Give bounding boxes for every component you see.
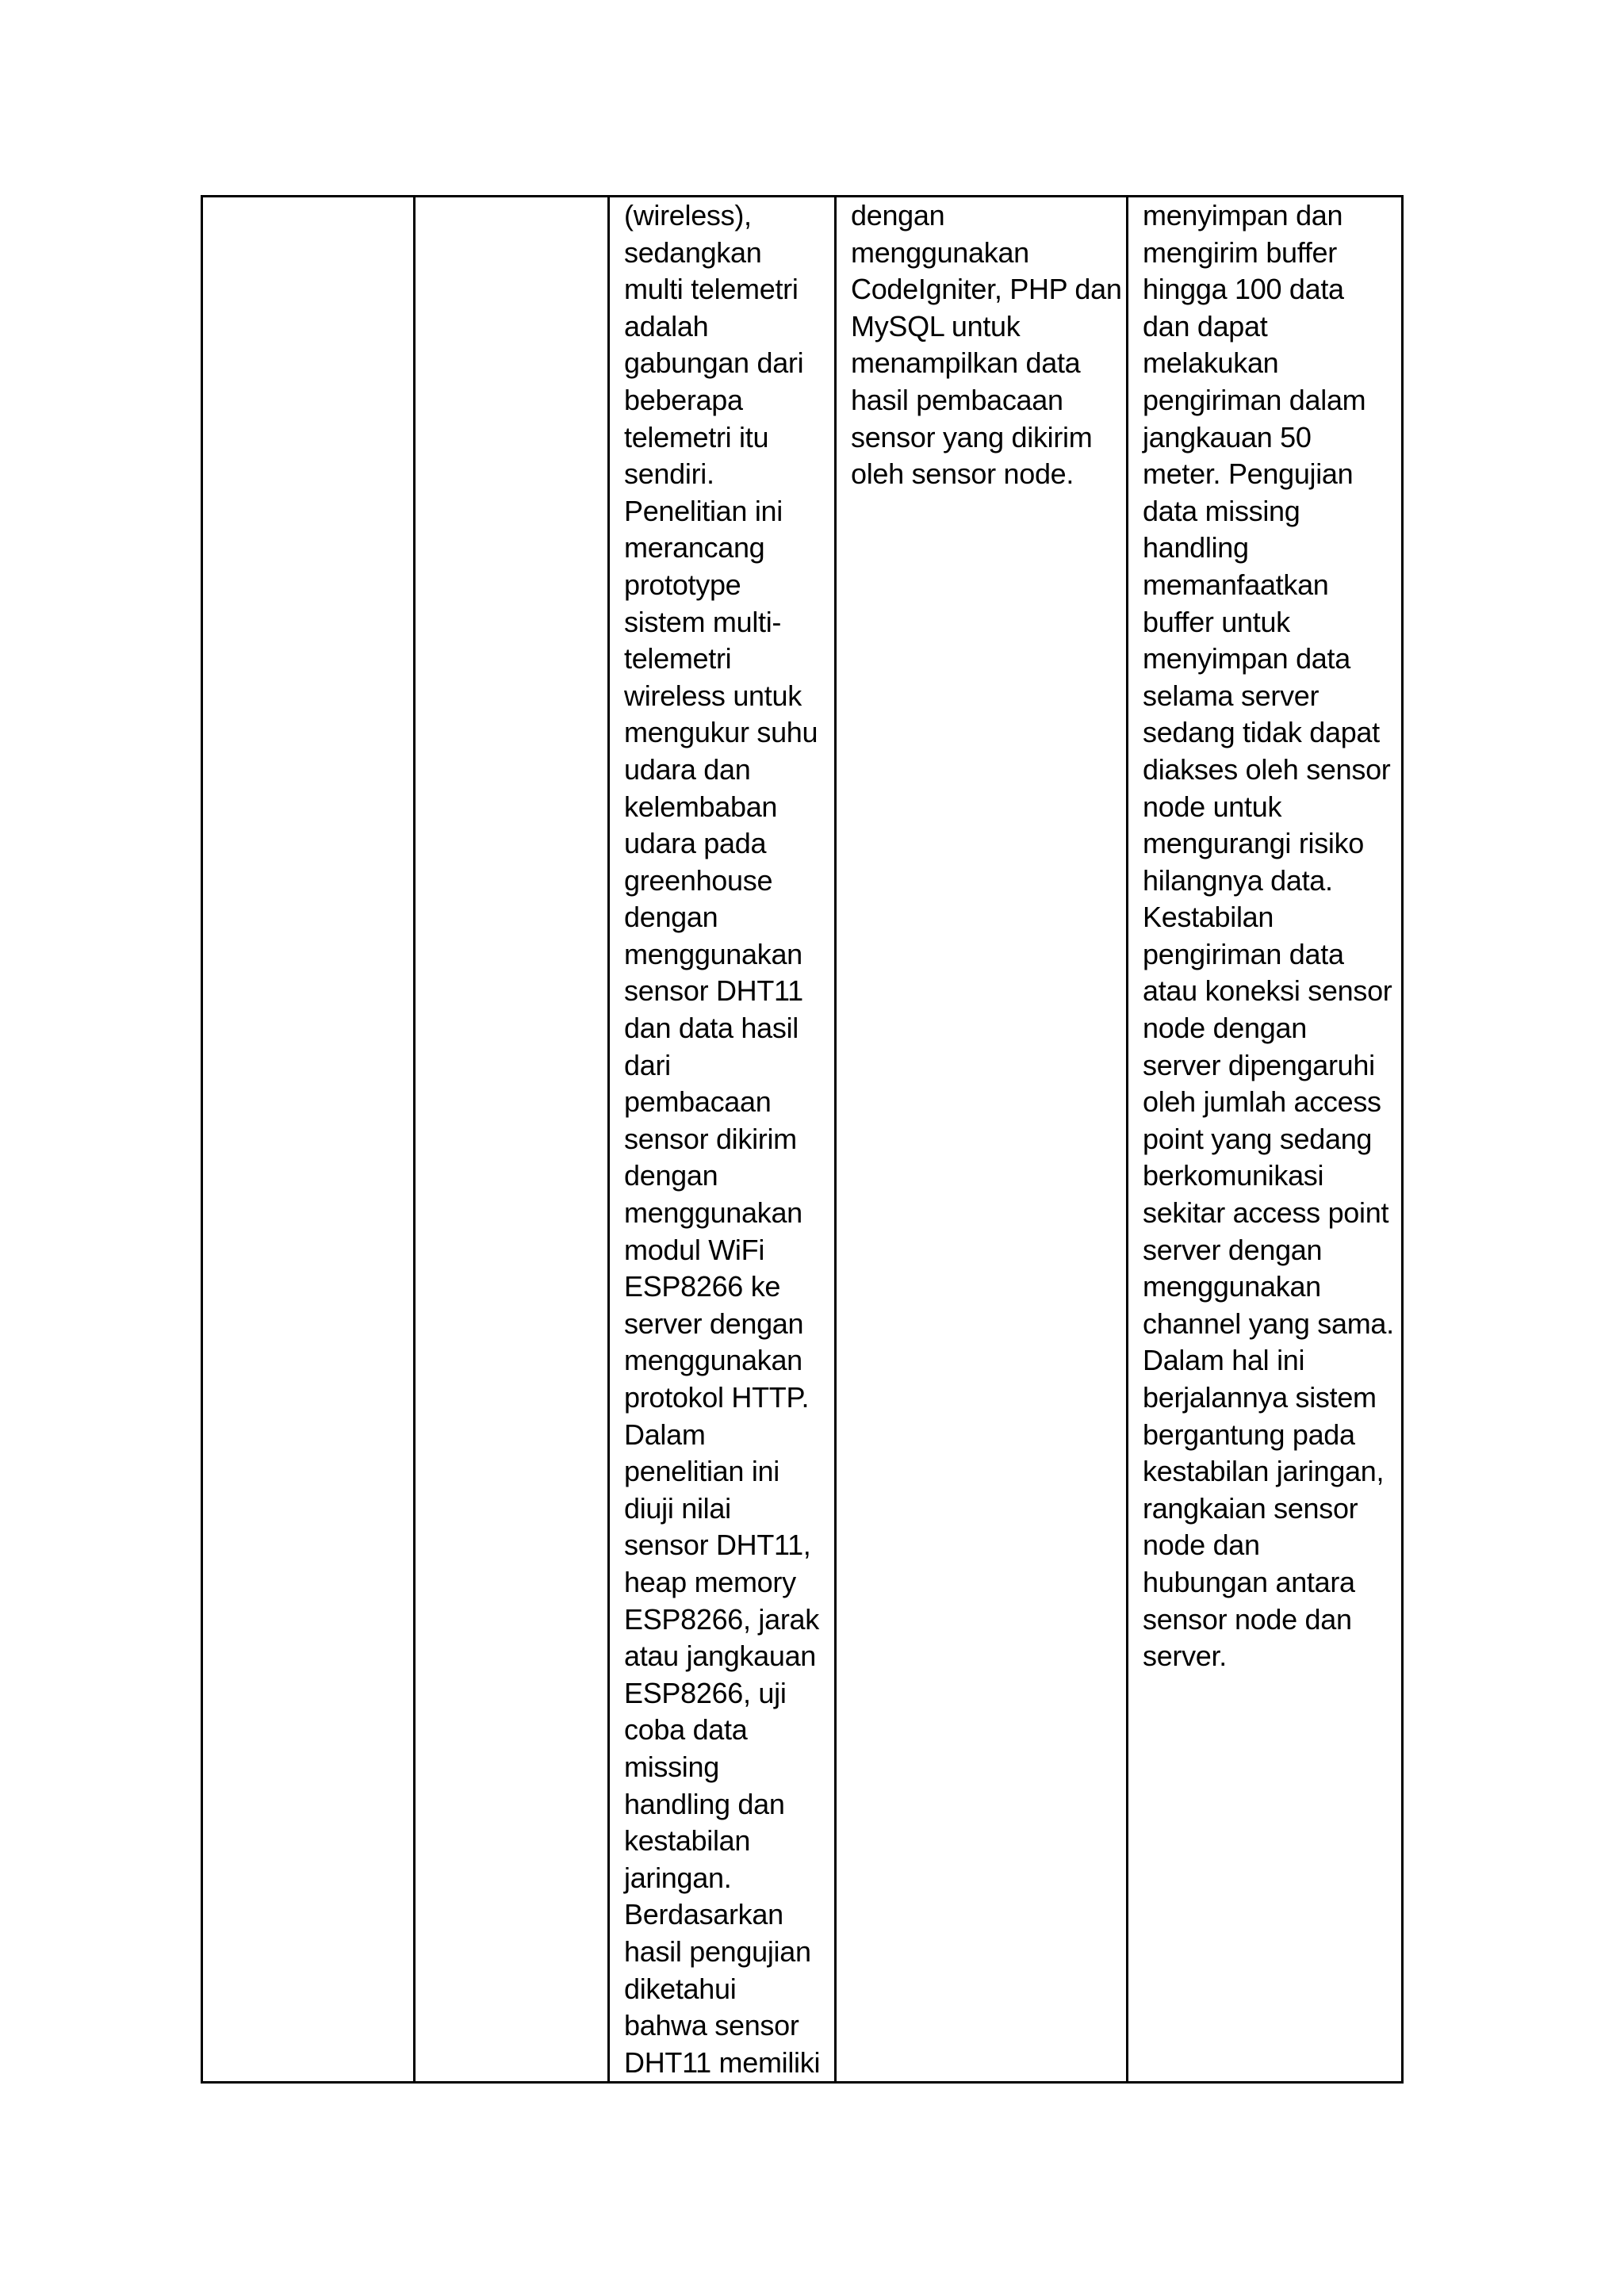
cell-line: greenhouse (624, 863, 773, 897)
cell-line: sistem multi- (624, 605, 782, 638)
cell-line: dan dapat (1143, 309, 1268, 342)
cell-line: hasil pembacaan (851, 383, 1063, 416)
cell-line: ESP8266, uji (624, 1676, 787, 1709)
cell-line: heap memory (624, 1565, 796, 1598)
cell-line: node dengan (1143, 1012, 1307, 1045)
literature-review-table (201, 195, 1404, 2084)
cell-text-col3 (610, 197, 834, 2081)
cell-line: telemetri itu (624, 420, 769, 453)
cell-line: data missing (1143, 494, 1300, 527)
cell-line: oleh sensor node. (851, 457, 1074, 491)
cell-line: handling (1143, 531, 1249, 564)
cell-line: Berdasarkan (624, 1898, 783, 1931)
cell-line: berkomunikasi (1143, 1159, 1324, 1192)
cell-line: channel yang sama. (1143, 1307, 1394, 1340)
cell-line: Penelitian ini (624, 494, 783, 527)
cell-line: bergantung pada (1143, 1418, 1355, 1451)
table-cell-col1 (202, 197, 415, 2083)
cell-line: dengan (851, 199, 945, 232)
cell-line: berjalannya sistem (1143, 1381, 1377, 1414)
cell-line: menggunakan (624, 937, 802, 970)
cell-line: sedangkan (624, 235, 762, 269)
cell-text-col5 (1128, 197, 1401, 1675)
table-cell-col2 (415, 197, 609, 2083)
cell-line: sekitar access point (1143, 1196, 1389, 1230)
cell-line: multi telemetri (624, 273, 799, 306)
cell-line: rangkaian sensor (1143, 1491, 1358, 1525)
cell-line: sensor dikirim (624, 1122, 797, 1155)
cell-line: merancang (624, 531, 765, 564)
cell-line: menampilkan data (851, 346, 1081, 380)
table-cell-col4 (836, 197, 1128, 2083)
cell-line: modul WiFi (624, 1233, 765, 1266)
cell-line: server. (1143, 1640, 1227, 1673)
cell-line: atau jangkauan (624, 1640, 817, 1673)
cell-line: menyimpan dan (1143, 199, 1343, 232)
cell-line: pembacaan (624, 1085, 772, 1119)
cell-line: kelembaban (624, 790, 778, 823)
cell-line: atau koneksi sensor (1143, 974, 1392, 1008)
cell-line: dengan (624, 1159, 718, 1192)
cell-line: DHT11 memiliki (624, 2045, 821, 2079)
cell-line: server dengan (624, 1307, 804, 1340)
cell-line: penelitian ini (624, 1455, 779, 1488)
cell-line: sensor DHT11 (624, 974, 803, 1008)
cell-line: handling dan (624, 1787, 785, 1820)
cell-line: telemetri (624, 642, 732, 675)
cell-line: kestabilan jaringan, (1143, 1455, 1385, 1488)
cell-line: adalah (624, 309, 709, 342)
cell-line: (wireless), (624, 199, 752, 232)
cell-line: sensor node dan (1143, 1602, 1352, 1636)
cell-line: kestabilan (624, 1824, 751, 1858)
cell-line: jaringan. (624, 1861, 732, 1894)
cell-line: udara pada (624, 827, 767, 860)
cell-line: ESP8266, jarak (624, 1602, 819, 1636)
cell-line: hilangnya data. (1143, 863, 1333, 897)
cell-line: menyimpan data (1143, 642, 1350, 675)
cell-line: selama server (1143, 679, 1320, 712)
cell-line: menggunakan (851, 235, 1029, 269)
cell-line: beberapa (624, 383, 743, 416)
cell-line: coba data (624, 1713, 748, 1747)
cell-line: menggunakan (624, 1196, 802, 1230)
cell-line: hingga 100 data (1143, 273, 1344, 306)
cell-line: ESP8266 ke (624, 1270, 781, 1303)
table-cell-col5 (1128, 197, 1403, 2083)
cell-line: memanfaatkan (1143, 568, 1329, 601)
cell-line: udara dan (624, 752, 751, 786)
cell-line: mengirim buffer (1143, 235, 1337, 269)
cell-line: menggunakan (624, 1344, 802, 1377)
cell-line: Dalam hal ini (1143, 1344, 1305, 1377)
cell-line: pengiriman data (1143, 937, 1344, 970)
cell-line: Dalam (624, 1418, 706, 1451)
cell-line: gabungan dari (624, 346, 804, 380)
cell-line: node dan (1143, 1529, 1260, 1562)
cell-line: diakses oleh sensor (1143, 752, 1391, 786)
cell-line: bahwa sensor (624, 2009, 799, 2042)
cell-line: melakukan (1143, 346, 1279, 380)
cell-line: mengukur suhu (624, 716, 818, 749)
cell-line: meter. Pengujian (1143, 457, 1354, 491)
cell-line: protokol HTTP. (624, 1381, 810, 1414)
cell-line: sendiri. (624, 457, 714, 491)
cell-text-col4 (837, 197, 1126, 493)
cell-line: jangkauan 50 (1143, 420, 1312, 453)
cell-line: node untuk (1143, 790, 1282, 823)
cell-line: diketahui (624, 1972, 737, 2005)
cell-line: hasil pengujian (624, 1934, 811, 1968)
cell-line: dari (624, 1048, 671, 1081)
cell-line: server dengan (1143, 1233, 1323, 1266)
cell-line: buffer untuk (1143, 605, 1290, 638)
cell-line: missing (624, 1750, 719, 1783)
cell-line: hubungan antara (1143, 1565, 1355, 1598)
table-cell-col3 (609, 197, 836, 2083)
cell-line: MySQL untuk (851, 309, 1021, 342)
cell-line: pengiriman dalam (1143, 383, 1366, 416)
cell-line: server dipengaruhi (1143, 1048, 1375, 1081)
cell-line: dan data hasil (624, 1012, 799, 1045)
cell-line: sensor DHT11, (624, 1529, 811, 1562)
cell-line: Kestabilan (1143, 901, 1274, 934)
cell-line: CodeIgniter, PHP dan (851, 273, 1122, 306)
cell-line: wireless untuk (624, 679, 802, 712)
table-row (202, 197, 1403, 2083)
cell-line: oleh jumlah access (1143, 1085, 1381, 1119)
cell-line: sensor yang dikirim (851, 420, 1093, 453)
cell-line: menggunakan (1143, 1270, 1321, 1303)
cell-line: prototype (624, 568, 741, 601)
cell-line: point yang sedang (1143, 1122, 1373, 1155)
cell-line: mengurangi risiko (1143, 827, 1365, 860)
cell-line: dengan (624, 901, 718, 934)
cell-line: diuji nilai (624, 1491, 731, 1525)
cell-line: sedang tidak dapat (1143, 716, 1380, 749)
